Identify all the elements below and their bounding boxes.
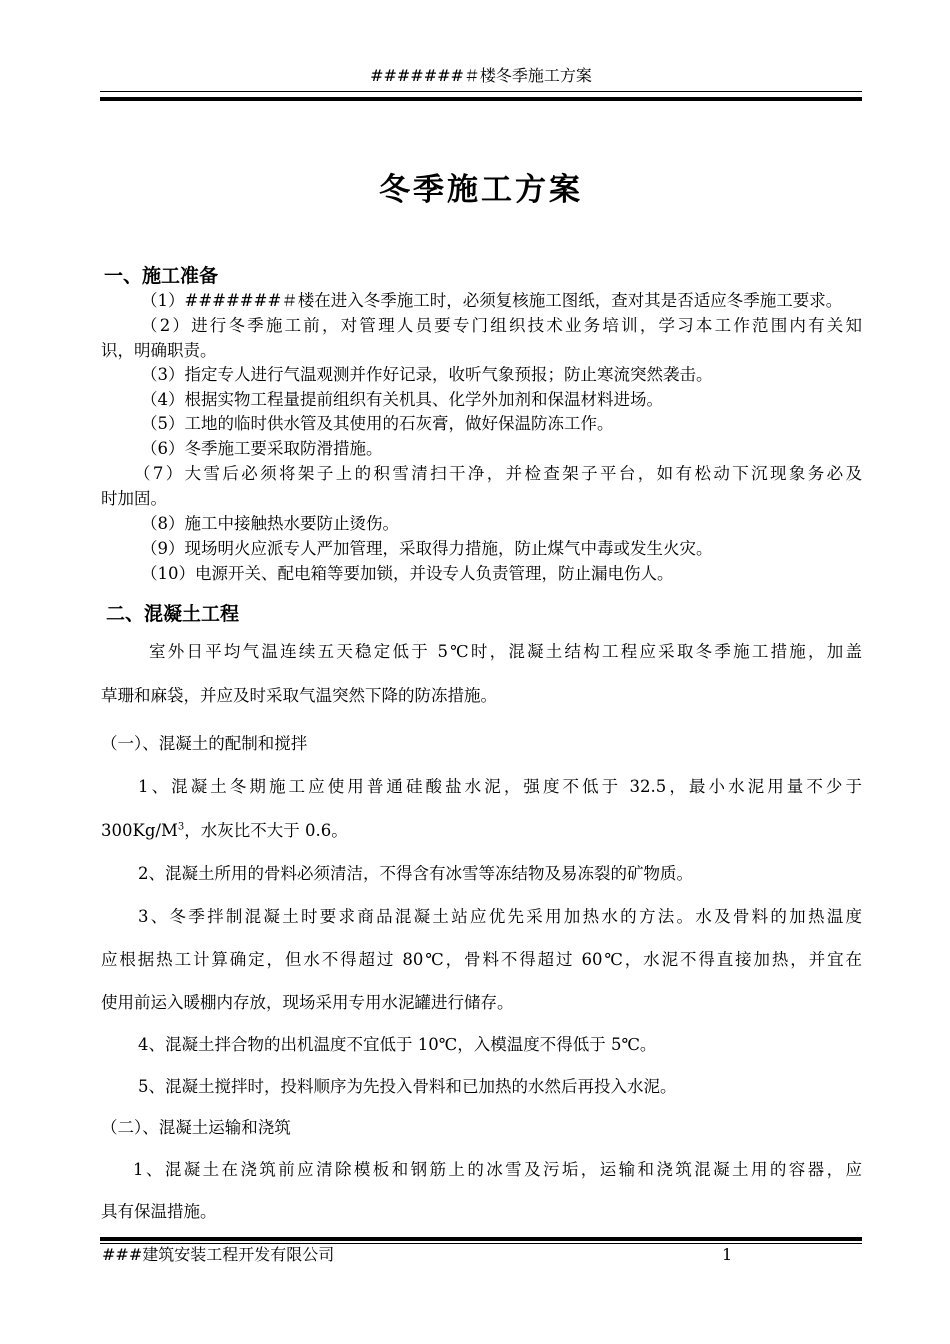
paragraph-line: （1）#######＃楼在进入冬季施工时，必须复核施工图纸，查对其是否适应冬季施工要求。 — [141, 291, 843, 310]
document-title: 冬季施工方案 — [379, 172, 583, 208]
paragraph-line: （9）现场明火应派专人严加管理，采取得力措施，防止煤气中毒或发生火灾。 — [141, 539, 713, 558]
paragraph-line: 室外日平均气温连续五天稳定低于 5℃时，混凝土结构工程应采取冬季施工措施，加盖 — [149, 642, 862, 661]
paragraph-line: 时加固。 — [101, 489, 167, 508]
header-rule-thin — [100, 91, 862, 92]
running-header: #######＃楼冬季施工方案 — [370, 66, 592, 85]
footer-rule-thick — [100, 1237, 862, 1241]
paragraph-line: （6）冬季施工要采取防滑措施。 — [141, 439, 383, 458]
paragraph-line: （4）根据实物工程量提前组织有关机具、化学外加剂和保温材料进场。 — [141, 390, 663, 409]
paragraph-line: 使用前运入暖棚内存放，现场采用专用水泥罐进行储存。 — [101, 993, 514, 1012]
paragraph-line: （2）进行冬季施工前，对管理人员要专门组织技术业务培训，学习本工作范围内有关知 — [141, 316, 862, 335]
section-heading: 二、混凝土工程 — [106, 603, 240, 625]
paragraph-line: 3、冬季拌制混凝土时要求商品混凝土站应优先采用加热水的方法。水及骨料的加热温度 — [138, 907, 862, 926]
paragraph-line: 具有保温措施。 — [101, 1202, 217, 1221]
paragraph-line: （8）施工中接触热水要防止烫伤。 — [141, 514, 399, 533]
section-heading: 一、施工准备 — [104, 265, 219, 287]
paragraph-line: 2、混凝土所用的骨料必须清洁，不得含有冰雪等冻结物及易冻裂的矿物质。 — [138, 864, 693, 883]
paragraph-line: （7）大雪后必须将架子上的积雪清扫干净，并检查架子平台，如有松动下沉现象务必及 — [134, 464, 862, 483]
paragraph-line: 1、混凝土在浇筑前应清除模板和钢筋上的冰雪及污垢，运输和浇筑混凝土用的容器，应 — [133, 1160, 862, 1179]
paragraph-line: 5、混凝土搅拌时，投料顺序为先投入骨料和已加热的水然后再投入水泥。 — [138, 1077, 677, 1096]
paragraph-line: 应根据热工计算确定，但水不得超过 80℃，骨料不得超过 60℃，水泥不得直接加热，并宜在 — [101, 950, 862, 969]
paragraph-line: 识，明确职责。 — [101, 341, 217, 360]
subsection-heading: （一）、混凝土的配制和搅拌 — [101, 734, 308, 753]
paragraph-line: 1、混凝土冬期施工应使用普通硅酸盐水泥，强度不低于 32.5，最小水泥用量不少于 — [138, 777, 862, 796]
paragraph-line: （5）工地的临时供水管及其使用的石灰膏，做好保温防冻工作。 — [141, 414, 614, 433]
header-rule-thick — [100, 97, 862, 101]
paragraph-line: （3）指定专人进行气温观测并作好记录，收听气象预报；防止寒流突然袭击。 — [141, 365, 713, 384]
page-number: 1 — [722, 1245, 733, 1264]
paragraph-line: $300Kg/M^3$，水灰比不大于 0.6。 — [101, 821, 348, 840]
footer-company: ###建筑安装工程开发有限公司 — [102, 1245, 335, 1264]
subsection-heading: （二）、混凝土运输和浇筑 — [101, 1118, 291, 1137]
paragraph-line: 4、混凝土拌合物的出机温度不宜低于 10℃，入模温度不得低于 5℃。 — [138, 1035, 657, 1054]
paragraph-line: （10）电源开关、配电箱等要加锁，并设专人负责管理，防止漏电伤人。 — [141, 564, 674, 583]
paragraph-line: 草珊和麻袋，并应及时采取气温突然下降的防冻措施。 — [101, 686, 497, 705]
